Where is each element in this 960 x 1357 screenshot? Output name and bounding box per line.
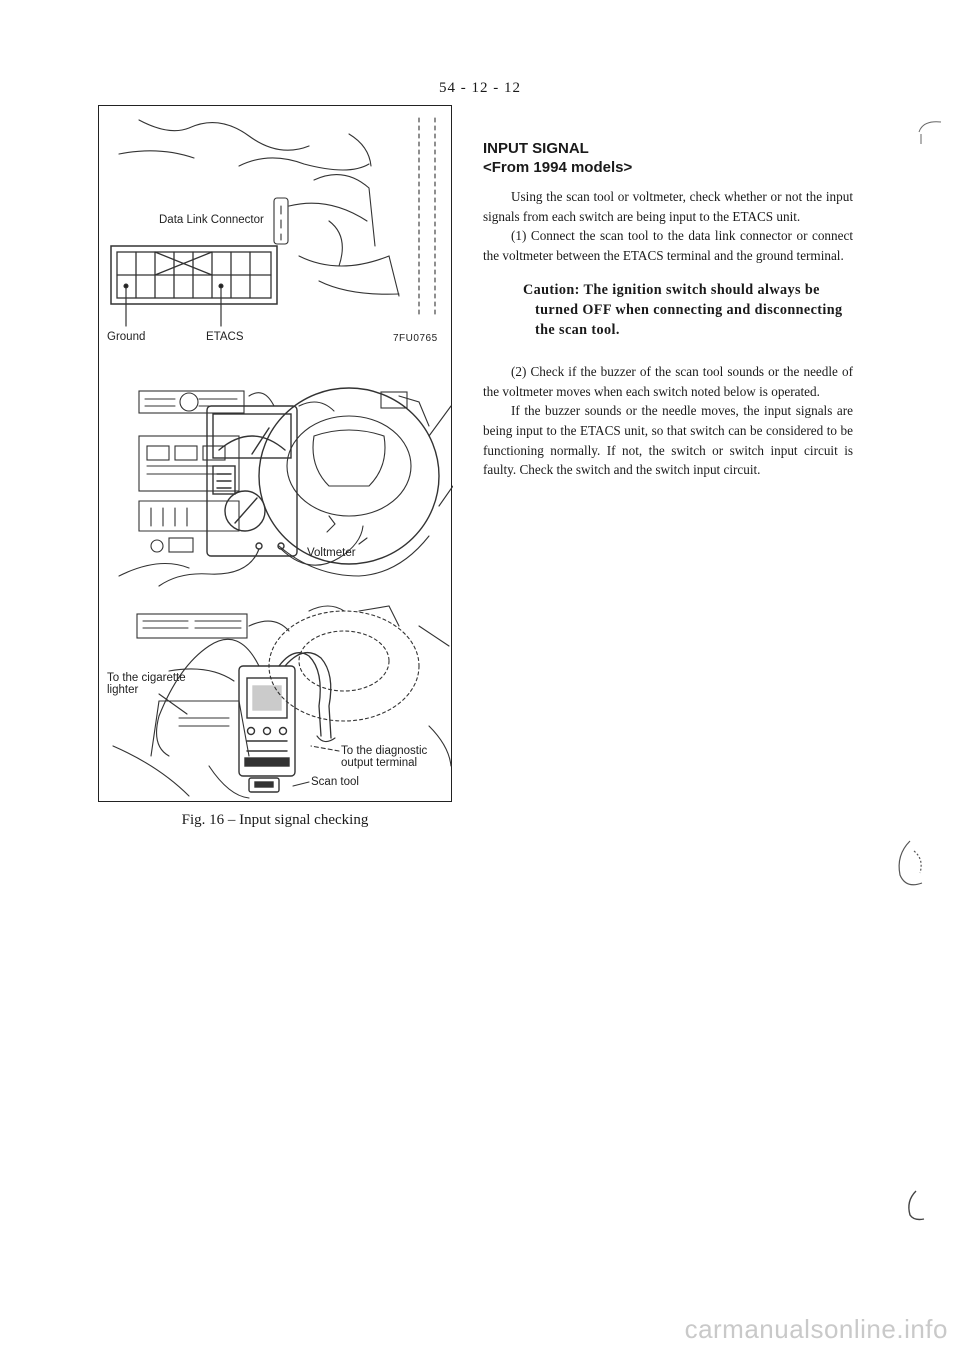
figure-code-label: 7FU0765 <box>393 333 438 344</box>
paragraph-step-2: (2) Check if the buzzer of the scan tool sounds or the needle of the voltmeter moves when each switch noted below is operated. <box>483 364 853 399</box>
page-number: 54 - 12 - 12 <box>439 80 521 96</box>
cigarette-lighter-label-1: To the cigarette <box>107 672 186 684</box>
diagnostic-terminal-label-2: output terminal <box>341 757 418 769</box>
scan-tool-label: Scan tool <box>311 776 359 788</box>
paragraph-intro: Using the scan tool or voltmeter, check whether or not the input signals from each switch are being input to the ETACS unit. <box>483 189 853 224</box>
watermark: carmanualsonline.info <box>684 1314 948 1344</box>
scan-artifact-mark <box>915 112 945 152</box>
scan-tool-panel <box>113 606 451 798</box>
paragraph-step-1: (1) Connect the scan tool to the data link connector or connect the voltmeter between the ETACS terminal and the ground terminal. <box>483 228 853 263</box>
scan-artifact-mark <box>892 835 932 895</box>
text-column <box>483 139 853 480</box>
caution-note: Caution: The ignition switch should always be turned OFF when connecting and disconnecting the scan tool. <box>523 282 843 338</box>
ground-label: Ground <box>107 331 146 343</box>
figure-16 <box>98 105 452 802</box>
section-title: INPUT SIGNAL <box>483 140 589 157</box>
paragraph-result: If the buzzer sounds or the needle moves, the input signals are being input to the ETACS unit, so that switch can be considered to be functioning normally. If not, the switch or switch input circuit is faulty. Check the switch and the switch input circuit. <box>483 403 853 478</box>
voltmeter-panel <box>119 388 453 586</box>
cigarette-lighter-label-2: lighter <box>107 684 139 696</box>
data-link-connector-label: Data Link Connector <box>159 214 264 226</box>
figure-illustration <box>99 106 453 803</box>
scan-artifact-mark <box>900 1185 940 1225</box>
etacs-label: ETACS <box>206 331 244 343</box>
figure-caption: Fig. 16 – Input signal checking <box>181 812 369 828</box>
voltmeter-label: Voltmeter <box>307 547 356 559</box>
diagnostic-terminal-label-1: To the diagnostic <box>341 745 428 757</box>
section-subtitle: <From 1994 models> <box>483 159 633 176</box>
